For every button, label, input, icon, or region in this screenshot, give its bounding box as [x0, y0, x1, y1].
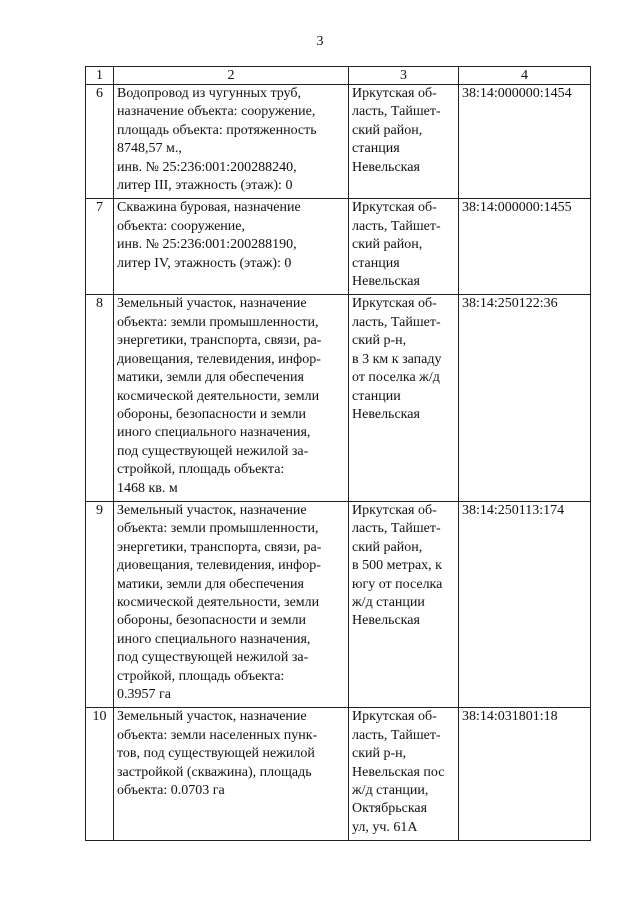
object-location: Иркутская об- ласть, Тайшет- ский р-н, Невельская пос ж/д станции, Октябрьская ул, уч. 61А	[349, 708, 459, 841]
table-row	[86, 501, 591, 707]
object-location: Иркутская об- ласть, Тайшет- ский район, в 500 метрах, к югу от поселка ж/д станции Невельская	[349, 501, 459, 707]
object-location: Иркутская об- ласть, Тайшет- ский район, станция Невельская	[349, 85, 459, 199]
cadastral-number: 38:14:250122:36	[459, 295, 591, 501]
cadastral-number: 38:14:000000:1454	[459, 85, 591, 199]
row-number: 10	[86, 708, 114, 841]
table-row	[86, 85, 591, 199]
object-location: Иркутская об- ласть, Тайшет- ский р-н, в 3 км к западу от поселка ж/д станции Невельская	[349, 295, 459, 501]
table-row	[86, 199, 591, 295]
row-number: 9	[86, 501, 114, 707]
cadastral-number: 38:14:000000:1455	[459, 199, 591, 295]
object-description: Водопровод из чугунных труб, назначение объекта: сооружение, площадь объекта: протяженность 8748,57 м., инв. № 25:236:001:200288240, литер III, этажность (этаж): 0	[114, 85, 349, 199]
row-number: 6	[86, 85, 114, 199]
object-description: Земельный участок, назначение объекта: земли промышленности, энергетики, транспорта, связи, ра- диовещания, телевидения, инфор- матики, земли для обеспечения космической деятельности, земли обороны, безопасности и земли иного специального назначения, под существующей нежилой за- стройкой, площадь объекта: 1468 кв. м	[114, 295, 349, 501]
cadastral-number: 38:14:031801:18	[459, 708, 591, 841]
table-header-row	[86, 67, 591, 85]
column-header-description: 2	[114, 67, 349, 85]
object-description: Земельный участок, назначение объекта: земли населенных пунк- тов, под существующей нежилой застройкой (скважина), площадь объекта: 0.0703 га	[114, 708, 349, 841]
property-registry-table	[85, 66, 591, 841]
row-number: 7	[86, 199, 114, 295]
table-row	[86, 295, 591, 501]
object-description: Скважина буровая, назначение объекта: сооружение, инв. № 25:236:001:200288190, литер IV, этажность (этаж): 0	[114, 199, 349, 295]
object-description: Земельный участок, назначение объекта: земли промышленности, энергетики, транспорта, связи, ра- диовещания, телевидения, инфор- матики, земли для обеспечения космической деятельности, земли обороны, безопасности и земли иного специального назначения, под существующей нежилой за- стройкой, площадь объекта: 0.3957 га	[114, 501, 349, 707]
table-row	[86, 708, 591, 841]
object-location: Иркутская об- ласть, Тайшет- ский район, станция Невельская	[349, 199, 459, 295]
row-number: 8	[86, 295, 114, 501]
page-number: 3	[316, 34, 324, 49]
column-header-location: 3	[349, 67, 459, 85]
column-header-number: 1	[86, 67, 114, 85]
column-header-cadastral: 4	[459, 67, 591, 85]
cadastral-number: 38:14:250113:174	[459, 501, 591, 707]
